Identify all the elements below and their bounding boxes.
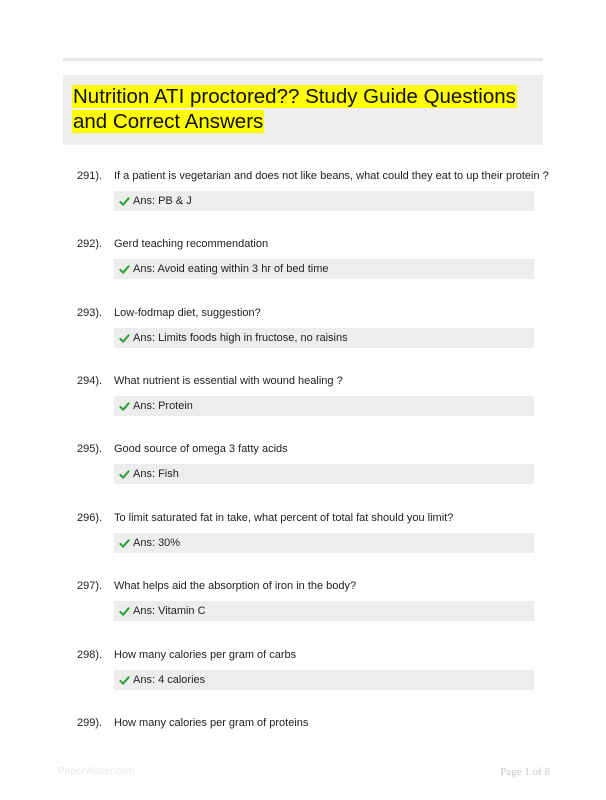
question-number: 292). [77,238,103,250]
question-number: 293). [77,307,103,319]
title-highlight: Nutrition ATI proctored?? Study Guide Questions and Correct Answers [73,85,516,133]
question-text: Gerd teaching recommendation [114,238,269,250]
answer-text: Ans: Vitamin C [133,605,206,617]
answer-box [114,328,534,348]
question-text: If a patient is vegetarian and does not like beans, what could they eat to up their protein ? [114,170,549,182]
answer-text: Ans: Limits foods high in fructose, no raisins [133,332,348,344]
question-text: How many calories per gram of proteins [114,717,309,729]
question-number: 299). [77,717,103,729]
question-text: To limit saturated fat in take, what percent of total fat should you limit? [114,512,454,524]
question-number: 291). [77,170,103,182]
check-icon [119,333,130,344]
document-title [72,85,534,134]
question-number: 296). [77,512,103,524]
answer-text: Ans: 30% [133,537,181,549]
check-icon [119,675,130,686]
answer-text: Ans: Avoid eating within 3 hr of bed time [133,263,329,275]
answer-box [114,396,534,416]
question-number: 295). [77,443,103,455]
check-icon [119,538,130,549]
answer-box [114,601,534,621]
check-icon [119,401,130,412]
answer-text: Ans: Fish [133,468,179,480]
question-number: 294). [77,375,103,387]
answer-box [114,464,534,484]
page-indicator: Page 1 of 8 [500,766,550,778]
answer-text: Ans: PB & J [133,195,192,207]
question-number: 298). [77,649,103,661]
answer-box [114,191,534,211]
answer-text: Ans: Protein [133,400,193,412]
title-box [63,75,543,145]
check-icon [119,264,130,275]
question-text: Good source of omega 3 fatty acids [114,443,288,455]
question-text: How many calories per gram of carbs [114,649,297,661]
footer-watermark: PaperWaiter.com [58,766,135,777]
question-text: Low-fodmap diet, suggestion? [114,307,261,319]
question-text: What nutrient is essential with wound healing ? [114,375,343,387]
top-divider [63,58,543,61]
question-text: What helps aid the absorption of iron in the body? [114,580,357,592]
answer-text: Ans: 4 calories [133,674,206,686]
check-icon [119,196,130,207]
check-icon [119,469,130,480]
question-number: 297). [77,580,103,592]
answer-box [114,670,534,690]
check-icon [119,606,130,617]
answer-box [114,259,534,279]
answer-box [114,533,534,553]
